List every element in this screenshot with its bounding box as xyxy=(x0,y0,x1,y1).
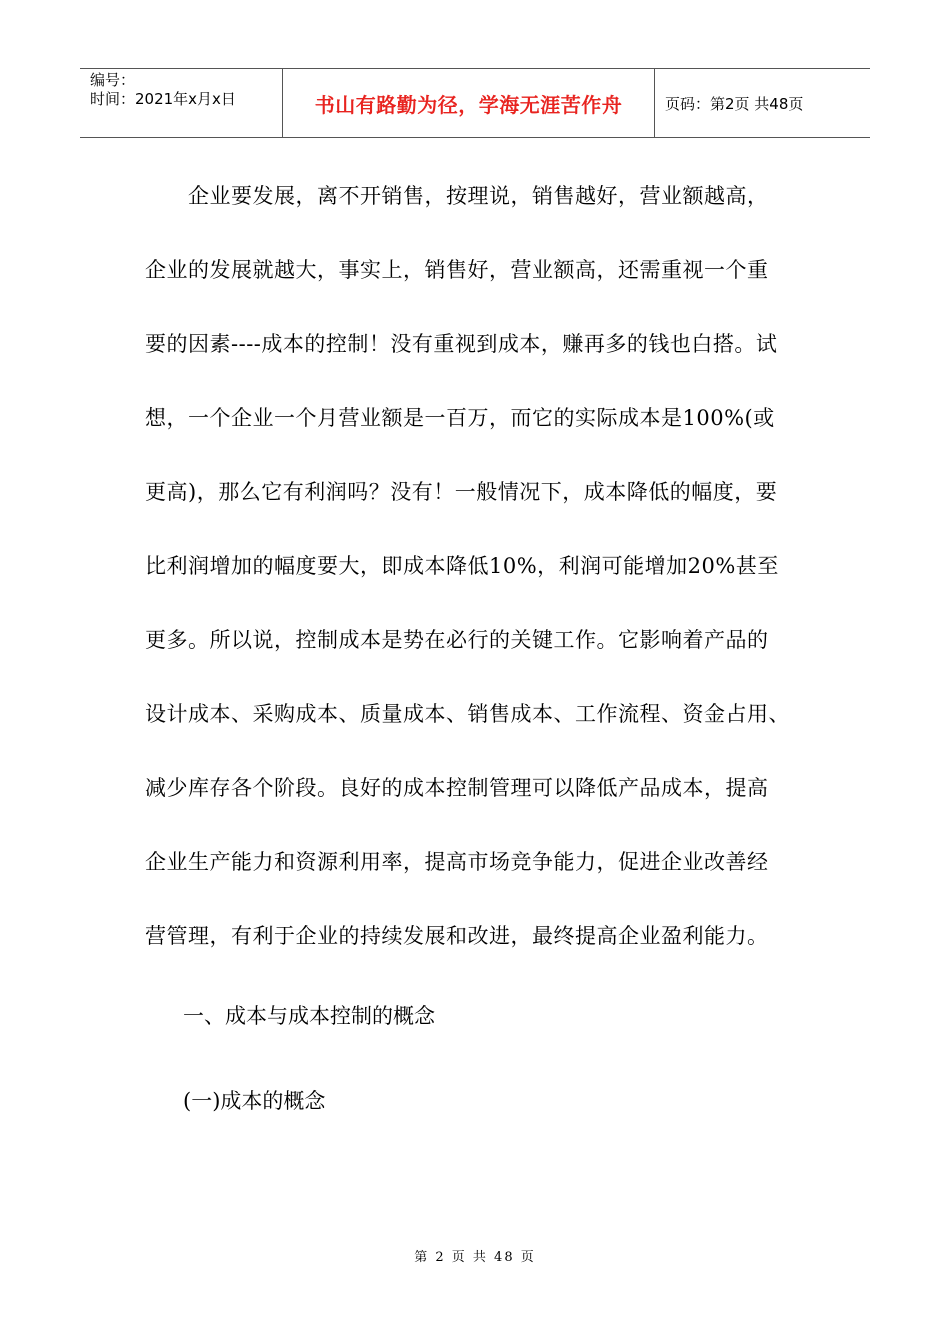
paragraph-line: 要的因素----成本的控制！没有重视到成本，赚再多的钱也白搭。试 xyxy=(145,332,778,356)
paragraph-line: 比利润增加的幅度要大，即成本降低10%，利润可能增加20%甚至 xyxy=(145,554,779,578)
document-date-label: 时间：2021年x月x日 xyxy=(90,90,236,108)
paragraph-line: 营管理，有利于企业的持续发展和改进，最终提高企业盈利能力。 xyxy=(145,924,769,948)
paragraph-line: 减少库存各个阶段。良好的成本控制管理可以降低产品成本，提高 xyxy=(145,776,769,800)
body-paragraph xyxy=(145,159,817,973)
paragraph-line: 企业的发展就越大，事实上，销售好，营业额高，还需重视一个重 xyxy=(145,258,769,282)
paragraph-line: 企业要发展，离不开销售，按理说，销售越好，营业额越高， xyxy=(145,184,769,208)
document-number-label: 编号： xyxy=(90,71,136,89)
paragraph-line: 想，一个企业一个月营业额是一百万，而它的实际成本是100%(或 xyxy=(145,406,775,430)
section-heading: 一、成本与成本控制的概念 xyxy=(183,1004,435,1028)
header-motto: 书山有路勤为径，学海无涯苦作舟 xyxy=(282,69,655,137)
paragraph-line: 设计成本、采购成本、质量成本、销售成本、工作流程、资金占用、 xyxy=(145,702,790,726)
paragraph-line: 更高)，那么它有利润吗？没有！一般情况下，成本降低的幅度，要 xyxy=(145,480,778,504)
page-header xyxy=(80,68,870,138)
paragraph-line: 更多。所以说，控制成本是势在必行的关键工作。它影响着产品的 xyxy=(145,628,769,652)
header-meta-cell xyxy=(80,69,282,137)
subsection-heading: (一)成本的概念 xyxy=(183,1089,326,1113)
header-page-info: 页码：第2页 共48页 xyxy=(665,94,804,113)
paragraph-line: 企业生产能力和资源利用率，提高市场竞争能力，促进企业改善经 xyxy=(145,850,769,874)
page-footer: 第 2 页 共 48 页 xyxy=(414,1250,536,1265)
